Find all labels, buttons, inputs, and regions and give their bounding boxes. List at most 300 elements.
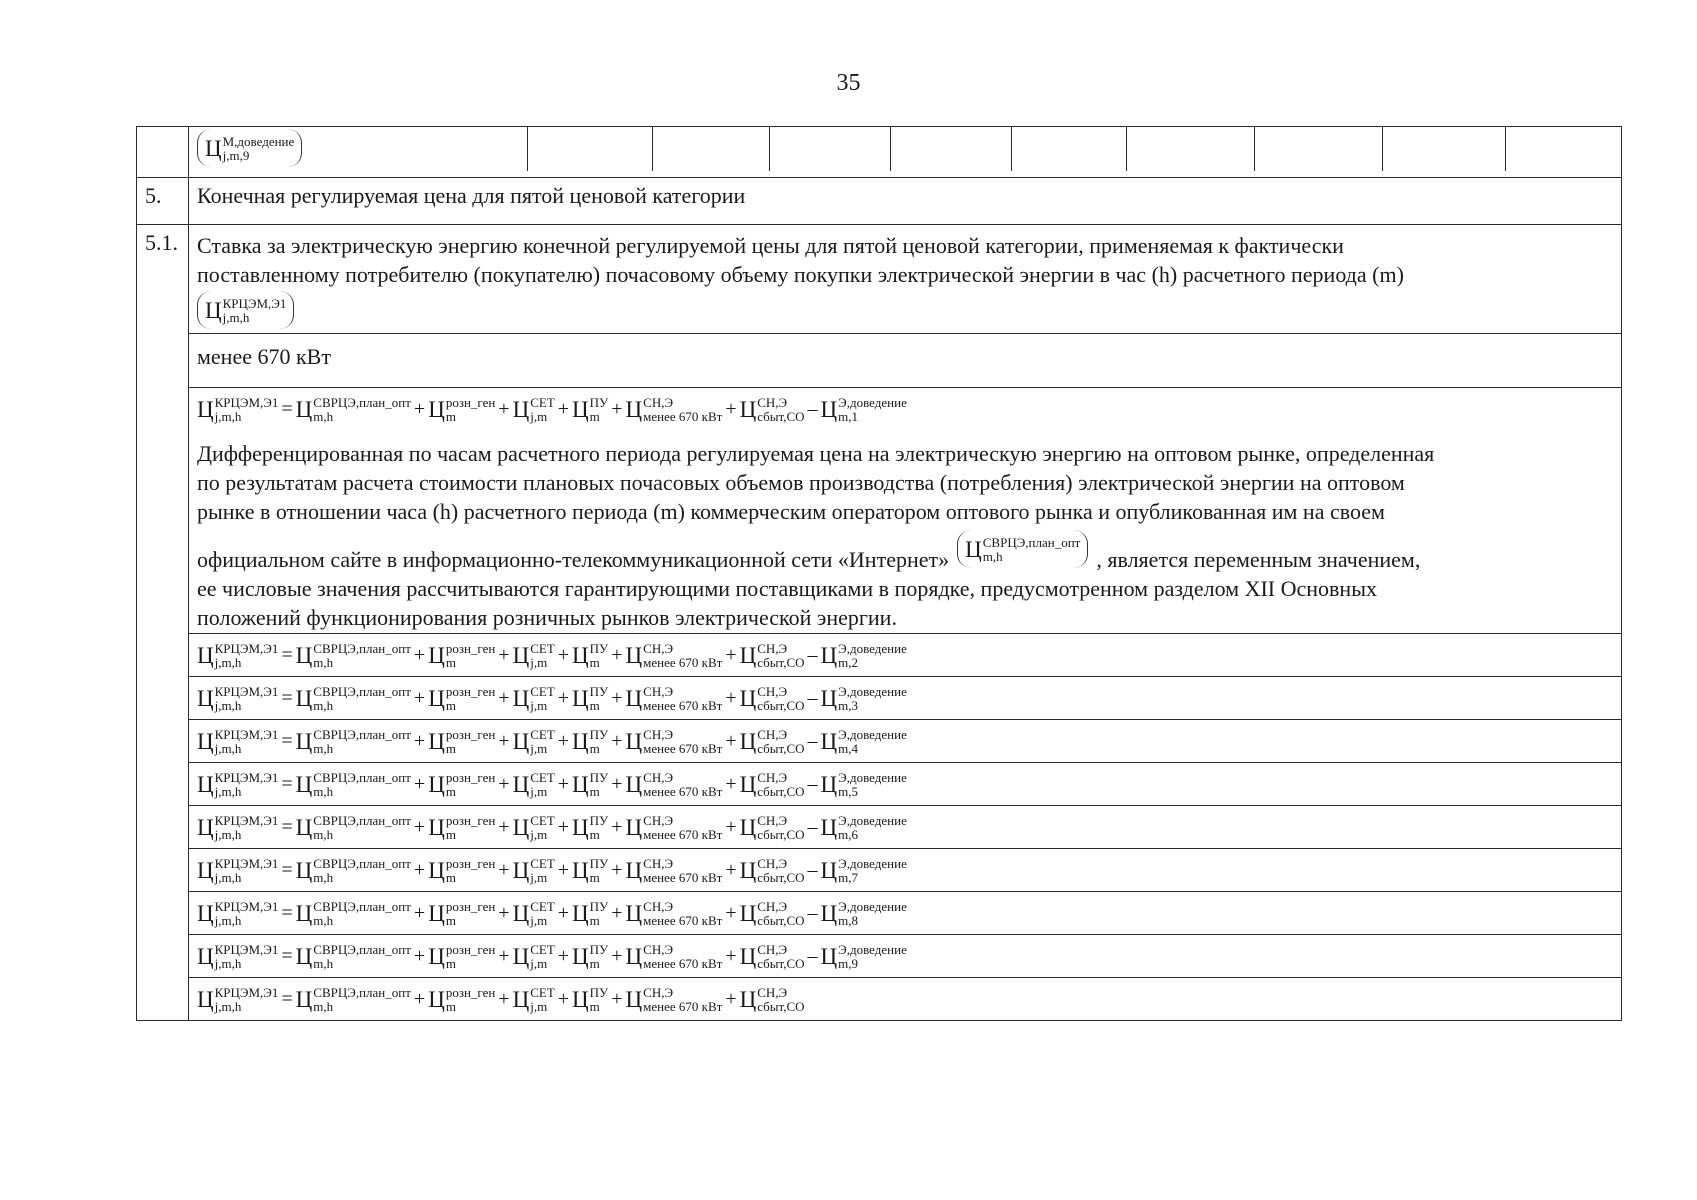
operator: + xyxy=(557,397,570,420)
symbol-sup: розн_ген xyxy=(445,812,496,828)
symbol-sub: m,4 xyxy=(838,740,859,756)
operator: + xyxy=(557,987,570,1010)
table-row xyxy=(137,677,1622,720)
table-row xyxy=(137,634,1622,677)
table-row xyxy=(137,935,1622,978)
symbol-sub: сбыт,СО xyxy=(757,740,805,756)
symbol-base: Ц xyxy=(295,396,313,422)
symbol-sub: менее 670 кВт xyxy=(643,955,723,971)
symbol-base: Ц xyxy=(197,728,214,754)
operator: + xyxy=(557,772,570,795)
operator: + xyxy=(498,815,510,838)
price-symbol xyxy=(821,813,907,842)
price-symbol xyxy=(296,942,411,971)
symbol-sub: j,m xyxy=(530,697,548,713)
formula-cell xyxy=(189,978,1622,1021)
price-symbol xyxy=(821,395,907,424)
operator: + xyxy=(498,686,510,709)
text-line: Ставка за электрическую энергию конечной регулируемой цены для пятой ценовой категории, применяемая к фактически xyxy=(197,233,1344,258)
symbol-sup: КРЦЭМ,Э1 xyxy=(214,812,279,828)
symbol-sub: m xyxy=(589,654,600,670)
operator: + xyxy=(413,686,426,709)
price-symbol xyxy=(513,641,555,670)
symbol-base: Ц xyxy=(820,814,838,840)
symbol-sub: сбыт,СО xyxy=(757,869,805,885)
symbol-sub: m xyxy=(445,654,456,670)
operator: + xyxy=(725,987,737,1010)
symbol-base: Ц xyxy=(625,728,643,754)
symbol-sub: j,m,9 xyxy=(222,147,250,163)
symbol-sub: j,m xyxy=(530,998,548,1014)
operator: + xyxy=(498,772,510,795)
empty-cell xyxy=(1382,127,1505,171)
symbol-sup: СВРЦЭ,план_опт xyxy=(313,855,411,871)
price-symbol xyxy=(205,134,294,163)
formula xyxy=(197,850,1613,890)
number-cell xyxy=(137,127,189,178)
paren-group xyxy=(957,530,1088,568)
price-symbol xyxy=(572,727,608,756)
price-symbol xyxy=(513,899,555,928)
operator: + xyxy=(498,987,510,1010)
price-symbol xyxy=(513,684,555,713)
definition-paragraph xyxy=(197,439,1613,632)
price-symbol xyxy=(572,899,608,928)
symbol-sub: m,5 xyxy=(838,783,859,799)
symbol-sub: j,m,h xyxy=(214,869,242,885)
symbol-sub: менее 670 кВт xyxy=(643,826,723,842)
price-symbol xyxy=(296,813,411,842)
operator: – xyxy=(807,729,818,752)
symbol-base: Ц xyxy=(197,857,214,883)
symbol-sup: СН,Э xyxy=(757,941,788,957)
symbol-sup: СЕТ xyxy=(530,984,555,1000)
symbol-sub: j,m,h xyxy=(214,826,242,842)
price-symbol xyxy=(572,770,608,799)
symbol-base: Ц xyxy=(572,685,589,711)
symbol-sup: розн_ген xyxy=(445,726,496,742)
symbol-sub: сбыт,СО xyxy=(757,783,805,799)
symbol-sub: сбыт,СО xyxy=(757,955,805,971)
symbol-sub: m xyxy=(589,826,600,842)
formula xyxy=(197,936,1613,976)
operator: – xyxy=(807,858,818,881)
operator: + xyxy=(725,397,737,420)
table-row xyxy=(137,720,1622,763)
symbol-sub: m,2 xyxy=(838,654,859,670)
symbol-sub: m xyxy=(445,826,456,842)
symbol-sub: j,m,h xyxy=(214,783,242,799)
operator: + xyxy=(725,686,737,709)
price-symbol xyxy=(513,813,555,842)
empty-cell xyxy=(652,127,769,171)
symbol-base: Ц xyxy=(625,900,643,926)
operator: + xyxy=(725,729,737,752)
symbol-sub: m xyxy=(589,408,600,424)
price-symbol xyxy=(572,942,608,971)
operator: + xyxy=(413,643,426,666)
operator: + xyxy=(557,643,570,666)
price-symbol xyxy=(740,684,805,713)
symbol-base: Ц xyxy=(625,943,643,969)
symbol-sub: m,h xyxy=(313,654,334,670)
symbol-sub: j,m xyxy=(530,408,548,424)
price-symbol xyxy=(821,942,907,971)
symbol-sup: Э,доведение xyxy=(838,394,907,410)
table-row xyxy=(137,892,1622,935)
symbol-sub: менее 670 кВт xyxy=(643,408,723,424)
formula-cell xyxy=(189,763,1622,806)
price-symbol xyxy=(428,813,495,842)
symbol-sub: j,m xyxy=(530,912,548,928)
price-symbol xyxy=(197,985,278,1014)
symbol-sub: m xyxy=(589,697,600,713)
symbol-sub: j,m,h xyxy=(214,408,242,424)
sub-header: менее 670 кВт xyxy=(189,334,1622,388)
symbol-sub: m xyxy=(445,408,456,424)
symbol-sup: ПУ xyxy=(589,769,609,785)
price-symbol xyxy=(428,770,495,799)
price-symbol xyxy=(197,641,278,670)
symbol-sub: менее 670 кВт xyxy=(643,697,723,713)
price-symbol xyxy=(626,684,723,713)
number-cell: 5.1. xyxy=(137,225,189,1021)
symbol-base: Ц xyxy=(512,642,530,668)
symbol-base: Ц xyxy=(295,771,313,797)
price-symbol xyxy=(740,395,805,424)
symbol-base: Ц xyxy=(295,857,313,883)
symbol-sub: j,m xyxy=(530,783,548,799)
price-symbol xyxy=(296,641,411,670)
symbol-base: Ц xyxy=(739,814,757,840)
symbol-sub: m xyxy=(445,740,456,756)
price-symbol xyxy=(626,641,723,670)
price-symbol xyxy=(572,985,608,1014)
symbol-sup: СН,Э xyxy=(757,683,788,699)
operator: + xyxy=(413,858,426,881)
symbol-sup: СН,Э xyxy=(643,394,674,410)
symbol-sup: СВРЦЭ,план_опт xyxy=(313,769,411,785)
symbol-sup: СН,Э xyxy=(757,855,788,871)
symbol-sup: СН,Э xyxy=(643,726,674,742)
symbol-sub: сбыт,СО xyxy=(757,654,805,670)
symbol-sup: Э,доведение xyxy=(838,898,907,914)
text-line: поставленному потребителю (покупателю) почасовому объему покупки электрической энергии в час (h) расчетного периода (m) xyxy=(197,262,1404,287)
symbol-sup: Э,доведение xyxy=(838,683,907,699)
empty-cell xyxy=(890,127,1011,171)
price-symbol xyxy=(513,395,555,424)
symbol-base: Ц xyxy=(739,943,757,969)
operator: + xyxy=(611,729,623,752)
symbol-sub: менее 670 кВт xyxy=(643,740,723,756)
price-symbol xyxy=(197,395,278,424)
price-symbol xyxy=(428,727,495,756)
symbol-base: Ц xyxy=(572,396,589,422)
symbol-sup: СН,Э xyxy=(643,984,674,1000)
symbol-sup: СЕТ xyxy=(530,898,555,914)
symbol-sup: СВРЦЭ,план_опт xyxy=(313,898,411,914)
symbol-sub: m,9 xyxy=(838,955,859,971)
symbol-base: Ц xyxy=(739,685,757,711)
operator: + xyxy=(498,858,510,881)
symbol-sub: j,m,h xyxy=(214,697,242,713)
symbol-sub: менее 670 кВт xyxy=(643,654,723,670)
table-row xyxy=(137,127,1622,178)
symbol-base: Ц xyxy=(512,814,530,840)
formula xyxy=(197,893,1613,933)
symbol-base: Ц xyxy=(295,814,313,840)
text-line: рынке в отношении часа (h) расчетного периода (m) коммерческим оператором оптового рынка и опубликованная им на своем xyxy=(197,499,1385,524)
formula xyxy=(197,807,1613,847)
symbol-sup: ПУ xyxy=(589,683,609,699)
operator: + xyxy=(413,397,426,420)
price-symbol xyxy=(296,856,411,885)
symbol-base: Ц xyxy=(428,771,445,797)
operator: + xyxy=(611,815,623,838)
operator: + xyxy=(725,901,737,924)
operator: + xyxy=(725,858,737,881)
operator: – xyxy=(807,772,818,795)
symbol-base: Ц xyxy=(820,943,838,969)
symbol-sub: m xyxy=(589,869,600,885)
symbol-base: Ц xyxy=(820,642,838,668)
symbol-sup: КРЦЭМ,Э1 xyxy=(214,898,279,914)
symbol-sup: розн_ген xyxy=(445,640,496,656)
symbol-base: Ц xyxy=(295,685,313,711)
formula-cell xyxy=(189,677,1622,720)
price-symbol xyxy=(428,684,495,713)
symbol-sup: СЕТ xyxy=(530,769,555,785)
price-symbol xyxy=(821,899,907,928)
operator: + xyxy=(413,987,426,1010)
symbol-sup: СЕТ xyxy=(530,855,555,871)
symbol-base: Ц xyxy=(739,396,757,422)
price-symbol xyxy=(572,684,608,713)
symbol-base: Ц xyxy=(965,536,982,562)
symbol-base: Ц xyxy=(428,814,445,840)
symbol-sub: m xyxy=(589,912,600,928)
symbol-sup: СН,Э xyxy=(643,898,674,914)
symbol-sup: розн_ген xyxy=(445,855,496,871)
symbol-base: Ц xyxy=(205,297,222,323)
symbol-base: Ц xyxy=(625,986,643,1012)
symbol-base: Ц xyxy=(572,814,589,840)
formula xyxy=(197,389,1613,429)
price-symbol xyxy=(296,985,411,1014)
rate-description xyxy=(189,225,1622,334)
formula-cell xyxy=(189,892,1622,935)
symbol-sup: ПУ xyxy=(589,394,609,410)
price-symbol xyxy=(513,856,555,885)
text-line: , является переменным значением, xyxy=(1096,547,1421,572)
empty-cell xyxy=(1254,127,1382,171)
text-line: Дифференцированная по часам расчетного периода регулируемая цена на электрическую энергию на оптовом рынке, определенная xyxy=(197,441,1435,466)
symbol-sup: ПУ xyxy=(589,726,609,742)
operator: + xyxy=(413,815,426,838)
symbol-base: Ц xyxy=(739,986,757,1012)
price-symbol xyxy=(740,899,805,928)
text-line: ее числовые значения рассчитываются гарантирующими поставщиками в порядке, предусмотренном разделом XII Основных xyxy=(197,576,1377,601)
operator: – xyxy=(807,643,818,666)
symbol-sub: m,h xyxy=(313,697,334,713)
symbol-base: Ц xyxy=(572,943,589,969)
operator: = xyxy=(281,858,293,881)
price-symbol xyxy=(197,813,278,842)
formula-cell xyxy=(189,935,1622,978)
symbol-base: Ц xyxy=(512,986,530,1012)
symbol-sup: СЕТ xyxy=(530,726,555,742)
price-symbol xyxy=(428,395,495,424)
empty-cell xyxy=(1126,127,1254,171)
top-row-cells xyxy=(189,127,1622,178)
operator: = xyxy=(281,987,293,1010)
symbol-sup: ПУ xyxy=(589,898,609,914)
symbol-sub: m xyxy=(445,697,456,713)
operator: = xyxy=(281,643,293,666)
symbol-sup: СВРЦЭ,план_опт xyxy=(313,683,411,699)
formula-cell xyxy=(189,806,1622,849)
symbol-sup: розн_ген xyxy=(445,984,496,1000)
symbol-sup: СВРЦЭ,план_опт xyxy=(982,534,1081,550)
symbol-sup: КРЦЭМ,Э1 xyxy=(214,941,279,957)
price-symbol xyxy=(572,856,608,885)
symbol-sup: Э,доведение xyxy=(838,855,907,871)
price-symbol xyxy=(205,296,286,325)
symbol-sup: ПУ xyxy=(589,984,609,1000)
price-symbol xyxy=(296,770,411,799)
symbol-sup: СН,Э xyxy=(643,812,674,828)
symbol-base: Ц xyxy=(739,728,757,754)
symbol-sub: j,m,h xyxy=(214,654,242,670)
operator: + xyxy=(498,944,510,967)
operator: + xyxy=(557,729,570,752)
operator: + xyxy=(725,643,737,666)
symbol-base: Ц xyxy=(197,943,214,969)
symbol-sup: СЕТ xyxy=(530,683,555,699)
symbol-sub: j,m xyxy=(530,654,548,670)
top-cell-strip xyxy=(189,127,1621,171)
text-line: по результатам расчета стоимости плановых почасовых объемов производства (потребления) электрической энергии на оптовом xyxy=(197,470,1405,495)
symbol-sub: m xyxy=(589,740,600,756)
price-symbol xyxy=(428,942,495,971)
symbol-base: Ц xyxy=(197,814,214,840)
symbol-sub: m xyxy=(589,955,600,971)
symbol-base: Ц xyxy=(295,943,313,969)
operator: + xyxy=(557,815,570,838)
symbol-sub: j,m,h xyxy=(214,998,242,1014)
symbol-sup: КРЦЭМ,Э1 xyxy=(214,394,279,410)
price-symbol xyxy=(626,856,723,885)
operator: – xyxy=(807,944,818,967)
price-symbol xyxy=(197,684,278,713)
symbol-sub: m xyxy=(445,783,456,799)
symbol-sup: СЕТ xyxy=(530,941,555,957)
empty-cell xyxy=(1505,127,1621,171)
symbol-sup: розн_ген xyxy=(445,683,496,699)
price-symbol xyxy=(296,899,411,928)
price-symbol xyxy=(428,856,495,885)
operator: + xyxy=(413,772,426,795)
operator: + xyxy=(611,901,623,924)
symbol-sup: ПУ xyxy=(589,640,609,656)
formula xyxy=(197,678,1613,718)
price-symbol xyxy=(740,813,805,842)
symbol-sub: m,1 xyxy=(838,408,859,424)
formula xyxy=(197,721,1613,761)
symbol-sup: Э,доведение xyxy=(838,812,907,828)
symbol-sub: сбыт,СО xyxy=(757,697,805,713)
paren-group xyxy=(197,129,302,167)
symbol-sup: СЕТ xyxy=(530,812,555,828)
symbol-sup: розн_ген xyxy=(445,769,496,785)
table-row xyxy=(137,178,1622,225)
symbol-sub: m xyxy=(445,955,456,971)
symbol-sub: m xyxy=(589,998,600,1014)
price-symbol xyxy=(197,770,278,799)
symbol-sup: КРЦЭМ,Э1 xyxy=(214,855,279,871)
operator: + xyxy=(611,944,623,967)
symbol-sub: j,m,h xyxy=(222,309,250,325)
symbol-base: Ц xyxy=(512,943,530,969)
formula xyxy=(197,764,1613,804)
price-symbol xyxy=(428,641,495,670)
symbol-sub: менее 670 кВт xyxy=(643,998,723,1014)
symbol-sup: М,доведение xyxy=(222,133,295,149)
page-number: 35 xyxy=(836,70,861,96)
price-symbol xyxy=(626,395,723,424)
symbol-sub: m xyxy=(445,912,456,928)
symbol-sup: СВРЦЭ,план_опт xyxy=(313,394,411,410)
symbol-base: Ц xyxy=(428,728,445,754)
price-symbol xyxy=(296,395,411,424)
price-symbol xyxy=(626,985,723,1014)
symbol-sub: m,h xyxy=(982,548,1003,564)
symbol-sup: СН,Э xyxy=(757,640,788,656)
price-symbol xyxy=(513,985,555,1014)
symbol-base: Ц xyxy=(197,642,214,668)
price-symbol xyxy=(197,942,278,971)
symbol-base: Ц xyxy=(512,728,530,754)
symbol-sub: сбыт,СО xyxy=(757,826,805,842)
symbol-sup: СН,Э xyxy=(757,984,788,1000)
price-symbol xyxy=(513,942,555,971)
symbol-base: Ц xyxy=(197,771,214,797)
operator: + xyxy=(611,397,623,420)
symbol-sub: j,m xyxy=(530,955,548,971)
section-title: Конечная регулируемая цена для пятой ценовой категории xyxy=(189,178,1622,225)
symbol-sup: СН,Э xyxy=(757,898,788,914)
price-symbol xyxy=(821,727,907,756)
table-row xyxy=(137,388,1622,634)
price-symbol xyxy=(821,856,907,885)
empty-cell xyxy=(527,127,652,171)
operator: + xyxy=(557,858,570,881)
symbol-sup: Э,доведение xyxy=(838,769,907,785)
symbol-sup: СВРЦЭ,план_опт xyxy=(313,984,411,1000)
text-line: официальном сайте в информационно-телекоммуникационной сети «Интернет» xyxy=(197,547,950,572)
symbol-sub: m,h xyxy=(313,826,334,842)
price-symbol xyxy=(513,727,555,756)
symbol-base: Ц xyxy=(428,986,445,1012)
table-row xyxy=(137,806,1622,849)
symbol-sup: СН,Э xyxy=(643,769,674,785)
symbol-sub: m,h xyxy=(313,955,334,971)
formula-cell xyxy=(189,634,1622,677)
operator: + xyxy=(611,858,623,881)
price-symbol xyxy=(572,641,608,670)
symbol-sub: менее 670 кВт xyxy=(643,912,723,928)
operator: + xyxy=(725,815,737,838)
